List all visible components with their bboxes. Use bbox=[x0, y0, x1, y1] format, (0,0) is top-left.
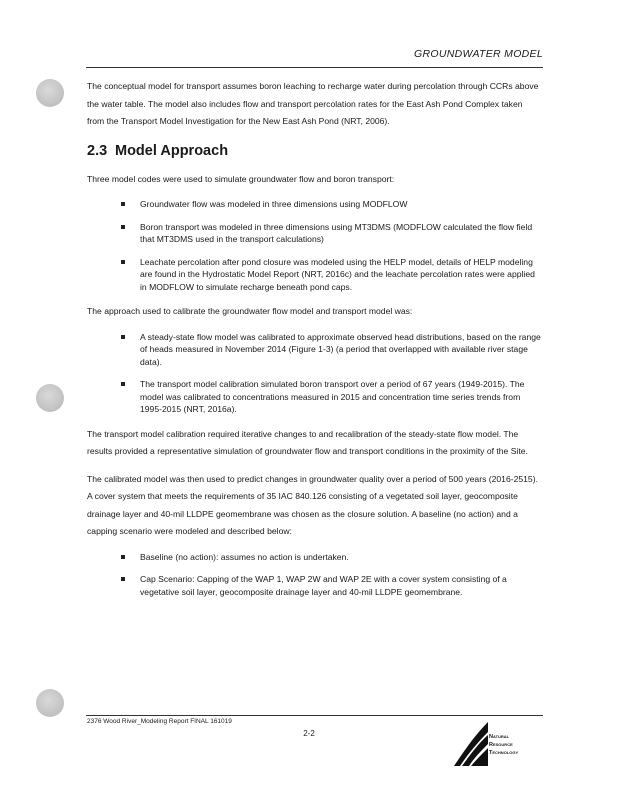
intro-paragraph: The conceptual model for transport assumes boron leaching to recharge water during percolation through CCRs above the water table. The model also includes flow and transport percolation rates for the East Ash Pond Complex taken from the Transport Model Investigation for the New East Ash Pond (NRT, 2006). bbox=[87, 81, 539, 126]
list-item: Cap Scenario: Capping of the WAP 1, WAP 2W and WAP 2E with a cover system consisting of a vegetative soil layer, geocomposite drainage layer and 40-mil LLDPE geomembrane. bbox=[87, 573, 542, 598]
list-item: A steady-state flow model was calibrated to approximate observed head distributions, based on the range of heads measured in November 2014 (Figure 1-3) (a period that overlapped with available river stage data). bbox=[87, 331, 542, 369]
calibration-intro: The approach used to calibrate the groundwater flow model and transport model was: bbox=[87, 306, 413, 316]
scenario-list bbox=[87, 551, 542, 599]
codes-intro: Three model codes were used to simulate groundwater flow and boron transport: bbox=[87, 173, 395, 184]
hole-punch-bottom bbox=[36, 689, 64, 717]
list-item: Boron transport was modeled in three dimensions using MT3DMS (MODFLOW calculated the flow field that MT3DMS used in the transport calculations) bbox=[87, 221, 542, 246]
bullet-icon bbox=[121, 577, 125, 581]
section-number: 2.3 bbox=[87, 142, 108, 159]
page-number: 2-2 bbox=[303, 729, 315, 738]
page-body bbox=[87, 78, 542, 608]
running-header: GROUNDWATER MODEL bbox=[414, 48, 543, 60]
footer-document-name: 2376 Wood River_Modeling Report FINAL 161019 bbox=[87, 718, 232, 725]
header-rule bbox=[86, 67, 543, 68]
calibration-list bbox=[87, 331, 542, 416]
bullet-icon bbox=[121, 555, 125, 559]
prediction-paragraph: The calibrated model was then used to predict changes in groundwater quality over a period of 500 years (2016-2515). A cover system that meets the requirements of 35 IAC 840.126 consisting of a vegetated soil layer, geocomposite drainage layer and 40-mil LLDPE geomembrane was chosen as the closure solution. A baseline (no action) and a capping scenario were modeled and described below: bbox=[87, 473, 538, 536]
list-item: Baseline (no action): assumes no action is undertaken. bbox=[87, 551, 542, 564]
list-item: The transport model calibration simulated boron transport over a period of 67 years (1949-2015). The model was calibrated to concentrations measured in 2015 and concentration time series trends from 1995-2015 (NRT, 2016a). bbox=[87, 378, 542, 416]
calibration-paragraph: The transport model calibration required iterative changes to and recalibration of the steady-state flow model. The results provided a representative simulation of groundwater flow and transport conditions in the proximity of the Site. bbox=[87, 428, 528, 456]
bullet-icon bbox=[121, 335, 125, 339]
list-item: Groundwater flow was modeled in three dimensions using MODFLOW bbox=[87, 198, 542, 211]
hole-punch-top bbox=[36, 79, 64, 107]
section-title: Model Approach bbox=[115, 142, 229, 159]
bullet-icon bbox=[121, 202, 125, 206]
bullet-icon bbox=[121, 382, 125, 386]
codes-list bbox=[87, 198, 542, 293]
list-item: Leachate percolation after pond closure was modeled using the HELP model, details of HELP modeling are found in the Hydrostatic Model Report (NRT, 2016c) and the leachate percolation rates were applied in MODFLOW to simulate recharge beneath pond caps. bbox=[87, 256, 542, 294]
logo-text: Natural Resource Technology bbox=[489, 734, 519, 756]
bullet-icon bbox=[121, 260, 125, 264]
section-heading bbox=[87, 141, 542, 161]
hole-punch-middle bbox=[36, 384, 64, 412]
footer-rule bbox=[86, 715, 543, 716]
bullet-icon bbox=[121, 225, 125, 229]
